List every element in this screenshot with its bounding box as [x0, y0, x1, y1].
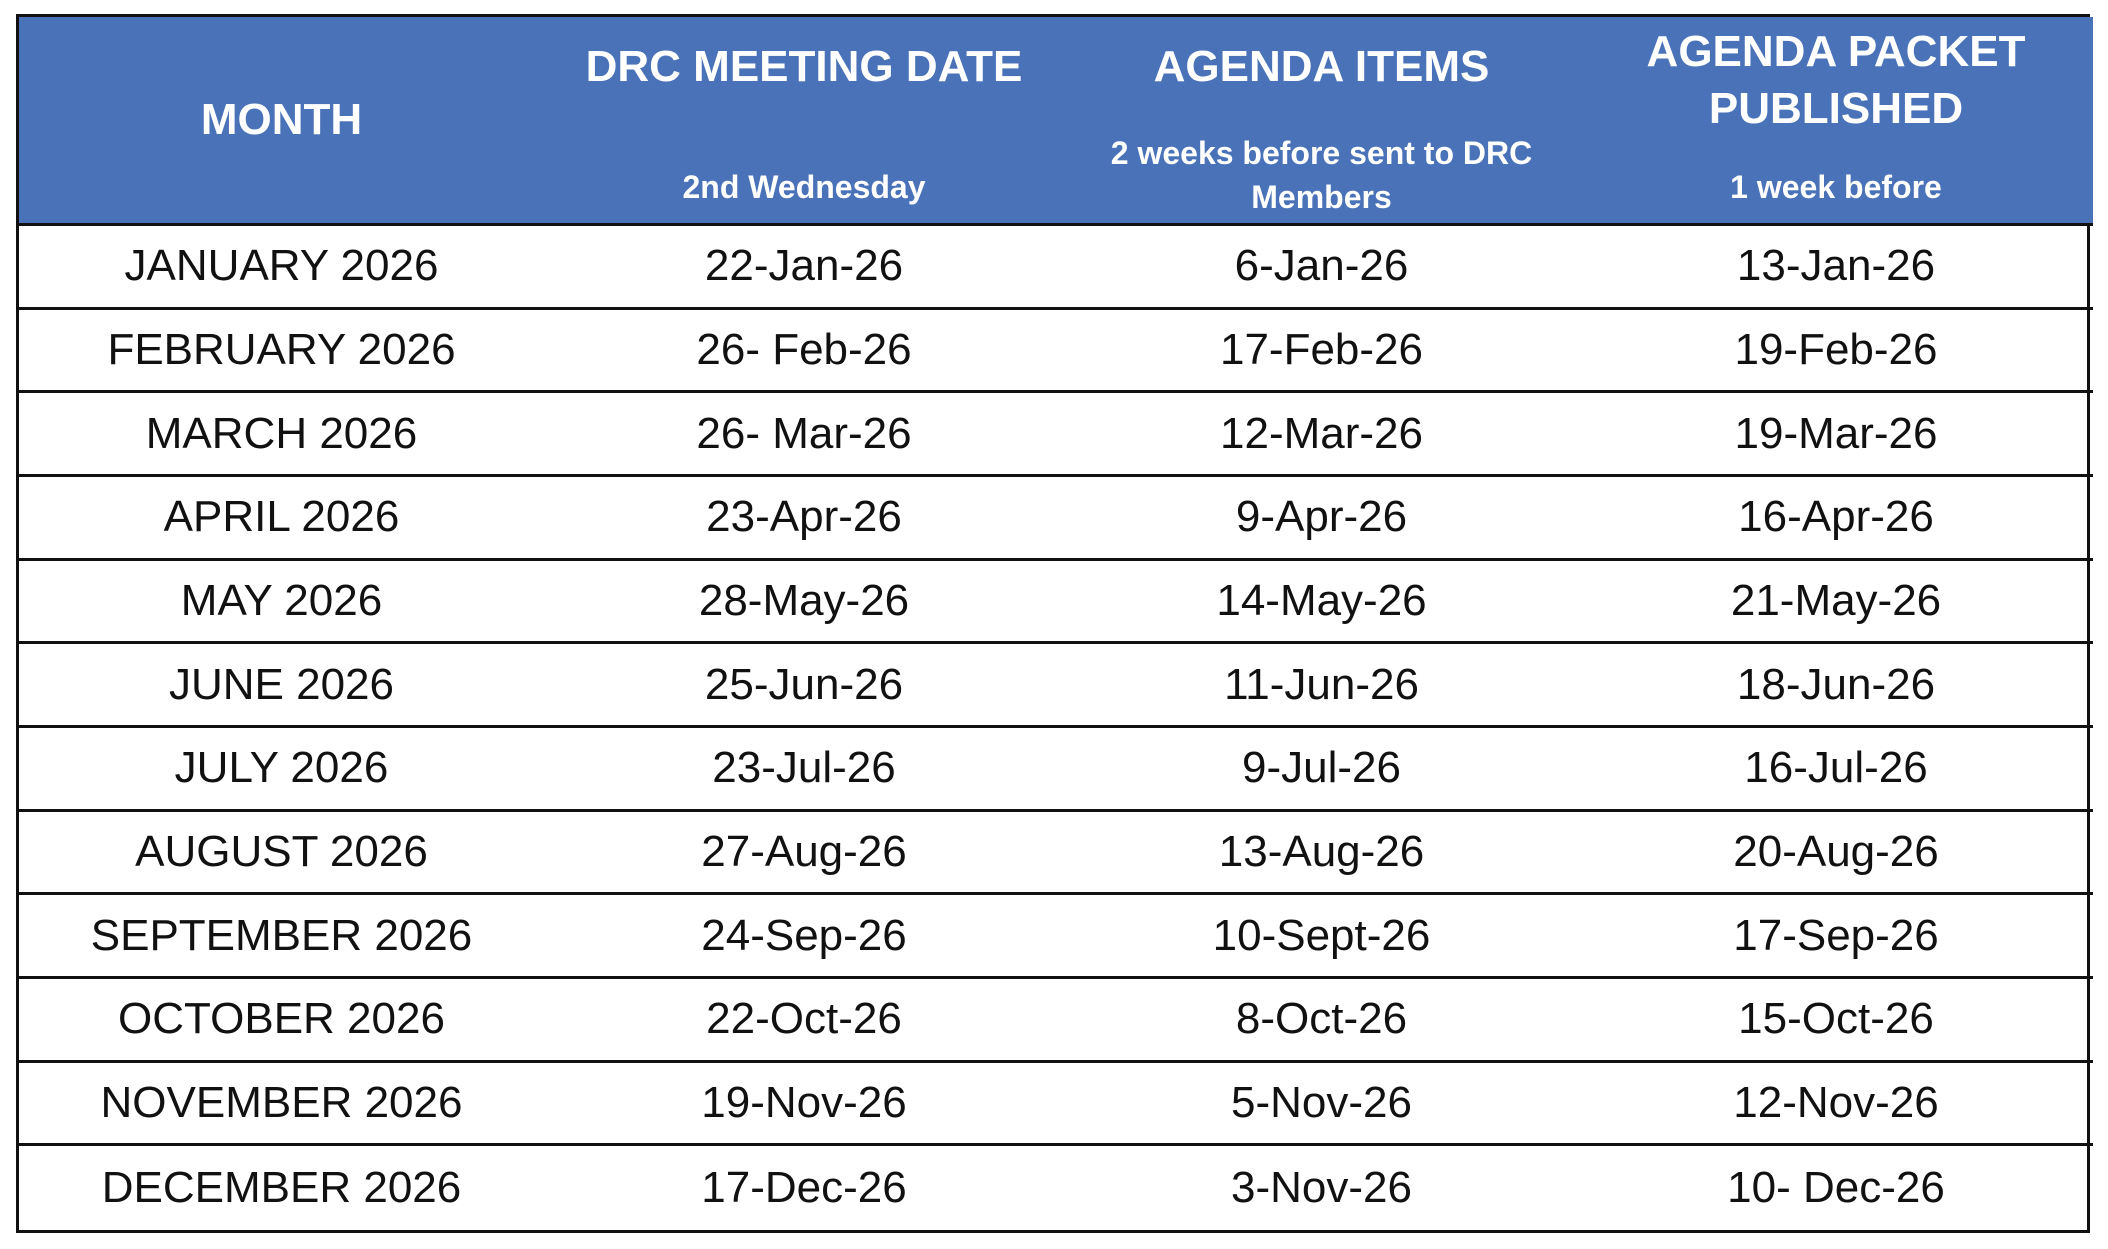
month-cell — [19, 812, 544, 896]
meeting-date-cell — [544, 393, 1064, 477]
meeting-date-cell — [544, 310, 1064, 394]
month-cell — [19, 644, 544, 728]
agenda-packet-cell — [1579, 895, 2093, 979]
agenda-items-header-label: AGENDA ITEMS — [1153, 42, 1490, 91]
agenda-items-cell-text: 10-Sept-26 — [1212, 910, 1431, 960]
agenda-packet-cell — [1579, 1146, 2093, 1230]
month-cell — [19, 728, 544, 812]
agenda-items-cell — [1064, 561, 1579, 645]
agenda-items-cell-text: 3-Nov-26 — [1231, 1163, 1412, 1213]
agenda-items-cell — [1064, 393, 1579, 477]
agenda-packet-cell — [1579, 979, 2093, 1063]
meeting-date-cell-text: 17-Dec-26 — [701, 1163, 907, 1213]
agenda-items-cell — [1064, 979, 1579, 1063]
agenda-packet-cell-text: 18-Jun-26 — [1736, 659, 1936, 709]
agenda-packet-cell-text: 17-Sep-26 — [1733, 910, 1939, 960]
agenda-packet-cell-text: 19-Feb-26 — [1734, 324, 1938, 374]
agenda-packet-cell-text: 12-Nov-26 — [1733, 1077, 1939, 1127]
meeting-date-cell-text: 27-Aug-26 — [701, 826, 907, 876]
agenda-packet-header-label — [1579, 23, 2093, 137]
meeting-date-cell-text: 24-Sep-26 — [701, 910, 907, 960]
agenda-packet-cell — [1579, 226, 2093, 310]
meeting-date-cell-text: 22-Oct-26 — [706, 994, 902, 1044]
meeting-date-header-label: DRC MEETING DATE — [585, 42, 1023, 91]
month-header-label: MONTH — [200, 95, 363, 144]
agenda-items-cell-text: 14-May-26 — [1216, 575, 1427, 625]
month-cell-text: JUNE 2026 — [168, 659, 394, 709]
column-header-agenda-items — [1064, 17, 1579, 226]
agenda-items-sublabel-line-2: Members — [1251, 179, 1392, 215]
month-cell-text: MARCH 2026 — [145, 408, 418, 458]
month-cell — [19, 226, 544, 310]
month-cell — [19, 895, 544, 979]
meeting-date-cell-text: 28-May-26 — [698, 575, 910, 625]
meeting-date-cell-text: 26- Feb-26 — [696, 324, 912, 374]
month-cell-text: FEBRUARY 2026 — [107, 324, 456, 374]
agenda-items-cell-text: 11-Jun-26 — [1224, 659, 1419, 709]
meeting-date-cell — [544, 226, 1064, 310]
agenda-packet-label-line-2: PUBLISHED — [1708, 84, 1964, 133]
meeting-date-cell — [544, 1146, 1064, 1230]
agenda-packet-cell-text: 20-Aug-26 — [1733, 826, 1939, 876]
agenda-items-cell — [1064, 1146, 1579, 1230]
agenda-items-header-sublabel — [1064, 131, 1579, 219]
month-cell-text: OCTOBER 2026 — [118, 994, 445, 1044]
meeting-date-cell-text: 23-Apr-26 — [706, 492, 902, 542]
agenda-items-cell-text: 13-Aug-26 — [1218, 826, 1425, 876]
agenda-items-sublabel-line-1: 2 weeks before sent to DRC — [1110, 135, 1533, 171]
column-header-month — [19, 17, 544, 226]
month-cell-text: DECEMBER 2026 — [101, 1163, 462, 1213]
agenda-packet-cell — [1579, 477, 2093, 561]
agenda-packet-cell-text: 21-May-26 — [1730, 575, 1942, 625]
agenda-packet-cell-text: 15-Oct-26 — [1738, 994, 1934, 1044]
column-header-agenda-packet — [1579, 17, 2093, 226]
meeting-date-cell-text: 22-Jan-26 — [704, 241, 904, 291]
meeting-date-cell-text: 23-Jul-26 — [712, 743, 896, 793]
month-cell-text: AUGUST 2026 — [135, 826, 428, 876]
agenda-packet-cell — [1579, 393, 2093, 477]
agenda-packet-cell — [1579, 310, 2093, 394]
agenda-packet-cell — [1579, 728, 2093, 812]
meeting-date-cell-text: 19-Nov-26 — [701, 1077, 907, 1127]
meeting-date-cell — [544, 812, 1064, 896]
agenda-items-cell-text: 17-Feb-26 — [1219, 324, 1423, 374]
agenda-packet-cell — [1579, 812, 2093, 896]
month-cell — [19, 477, 544, 561]
agenda-items-cell — [1064, 310, 1579, 394]
agenda-items-cell — [1064, 812, 1579, 896]
month-cell-text: SEPTEMBER 2026 — [90, 910, 473, 960]
meeting-date-cell — [544, 895, 1064, 979]
month-cell — [19, 1063, 544, 1147]
agenda-packet-cell-text: 10- Dec-26 — [1727, 1163, 1945, 1213]
month-cell — [19, 561, 544, 645]
meeting-date-cell-text: 26- Mar-26 — [696, 408, 912, 458]
agenda-packet-cell-text: 19-Mar-26 — [1734, 408, 1938, 458]
agenda-items-cell — [1064, 1063, 1579, 1147]
drc-schedule-table — [16, 14, 2090, 1233]
agenda-packet-header-sublabel: 1 week before — [1730, 169, 1942, 205]
meeting-date-cell-text: 25-Jun-26 — [704, 659, 904, 709]
month-cell — [19, 1146, 544, 1230]
month-cell-text: APRIL 2026 — [163, 492, 400, 542]
agenda-items-cell — [1064, 477, 1579, 561]
column-header-meeting-date — [544, 17, 1064, 226]
meeting-date-cell — [544, 644, 1064, 728]
meeting-date-cell — [544, 561, 1064, 645]
agenda-items-cell — [1064, 728, 1579, 812]
agenda-items-cell-text: 12-Mar-26 — [1220, 408, 1423, 458]
month-cell — [19, 979, 544, 1063]
agenda-items-cell — [1064, 644, 1579, 728]
month-cell — [19, 310, 544, 394]
month-cell — [19, 393, 544, 477]
agenda-items-cell-text: 6-Jan-26 — [1234, 241, 1409, 291]
agenda-items-cell-text: 5-Nov-26 — [1231, 1077, 1412, 1127]
agenda-packet-cell — [1579, 561, 2093, 645]
meeting-date-cell — [544, 728, 1064, 812]
meeting-date-cell — [544, 1063, 1064, 1147]
agenda-items-cell-text: 9-Jul-26 — [1242, 743, 1401, 793]
agenda-items-cell-text: 8-Oct-26 — [1235, 994, 1408, 1044]
month-cell-text: NOVEMBER 2026 — [100, 1077, 463, 1127]
month-cell-text: JANUARY 2026 — [124, 241, 439, 291]
agenda-items-cell-text: 9-Apr-26 — [1235, 492, 1408, 542]
agenda-packet-cell-text: 16-Jul-26 — [1744, 743, 1928, 793]
agenda-packet-label-line-1: AGENDA PACKET — [1646, 27, 2026, 76]
meeting-date-cell — [544, 979, 1064, 1063]
month-cell-text: JULY 2026 — [174, 743, 389, 793]
agenda-packet-cell — [1579, 1063, 2093, 1147]
agenda-items-cell — [1064, 226, 1579, 310]
month-cell-text: MAY 2026 — [180, 575, 383, 625]
meeting-date-cell — [544, 477, 1064, 561]
agenda-items-cell — [1064, 895, 1579, 979]
meeting-date-header-sublabel: 2nd Wednesday — [682, 169, 926, 205]
agenda-packet-cell — [1579, 644, 2093, 728]
agenda-packet-cell-text: 16-Apr-26 — [1738, 492, 1934, 542]
agenda-packet-cell-text: 13-Jan-26 — [1736, 241, 1936, 291]
